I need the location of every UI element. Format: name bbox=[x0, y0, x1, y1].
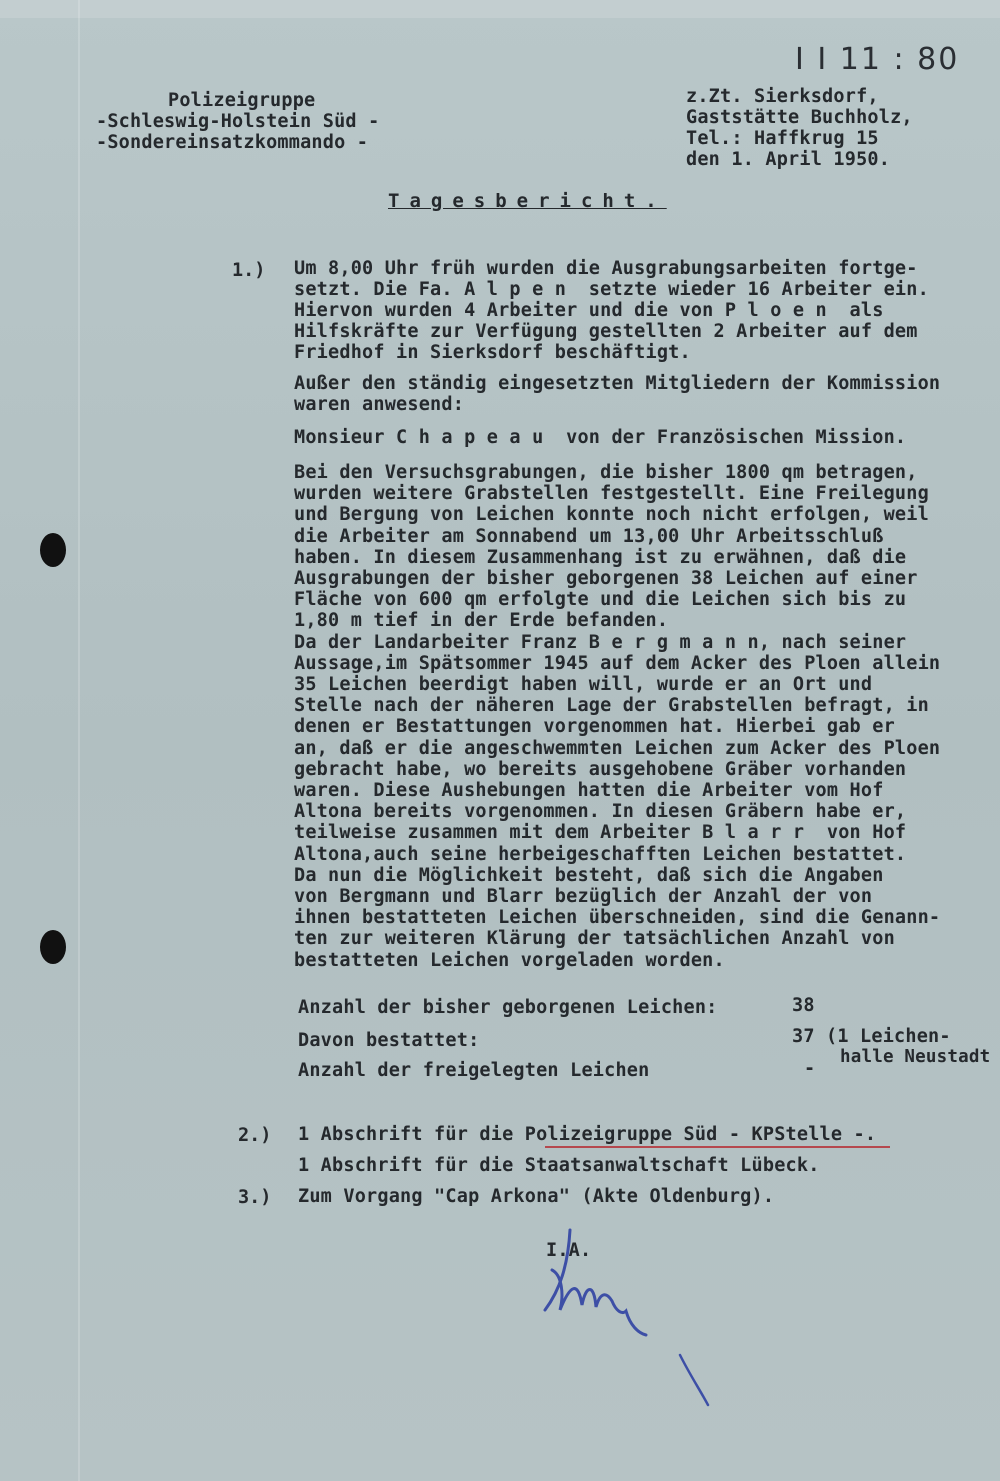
sender-line-2: -Schleswig-Holstein Süd - bbox=[96, 111, 380, 132]
text-line: Da nun die Möglichkeit besteht, daß sich die Angaben bbox=[294, 864, 884, 886]
stats-label-exposed: Anzahl der freigelegten Leichen bbox=[298, 1060, 650, 1081]
text-line: setzt. Die Fa. A l p e n setzte wieder 16 Arbeiter ein. bbox=[294, 279, 929, 300]
signature-prefix: I.A. bbox=[546, 1240, 592, 1261]
stats-label-buried: Davon bestattet: bbox=[298, 1030, 480, 1051]
red-underline bbox=[545, 1146, 890, 1148]
document-title: Tagesbericht. bbox=[388, 190, 667, 212]
text-line: Außer den ständig eingesetzten Mitgliedern der Kommission bbox=[294, 373, 941, 394]
text-line: Um 8,00 Uhr früh wurden die Ausgrabungsarbeiten fortge- bbox=[294, 258, 918, 279]
text-line: Da der Landarbeiter Franz B e r g m a n n, nach seiner bbox=[294, 631, 907, 653]
section-2-line-1: 1 Abschrift für die Polizeigruppe Süd - KPStelle -. bbox=[298, 1124, 877, 1145]
text-line: Bei den Versuchsgrabungen, die bisher 1800 qm betragen, bbox=[294, 462, 918, 483]
sender-line-1: Polizeigruppe bbox=[168, 90, 316, 111]
text-line: Altona,auch seine herbeigeschafften Leichen bestattet. bbox=[294, 843, 907, 865]
punch-hole-bottom bbox=[40, 930, 66, 964]
text-line: denen er Bestattungen vorgenommen hat. Hierbei gab er bbox=[294, 716, 895, 738]
text-line: Hilfskräfte zur Verfügung gestellten 2 Arbeiter auf dem bbox=[294, 321, 918, 342]
text-line: waren. Diese Aushebungen hatten die Arbeiter vom Hof bbox=[294, 780, 884, 801]
text-line: Fläche von 600 qm erfolgte und die Leichen sich bis zu bbox=[294, 589, 907, 611]
text-line: wurden weitere Grabstellen festgestellt. Eine Freilegung bbox=[294, 483, 929, 505]
handwritten-signature bbox=[530, 1215, 730, 1415]
text-line: Hiervon wurden 4 Arbeiter und die von P l o e n als bbox=[294, 300, 884, 321]
text-line: Aussage,im Spätsommer 1945 auf dem Acker des Ploen allein bbox=[294, 652, 941, 674]
page-fold bbox=[78, 0, 80, 1481]
text-line: die Arbeiter am Sonnabend um 13,00 Uhr Arbeitsschluß bbox=[294, 525, 884, 547]
section-2-line-2: 1 Abschrift für die Staatsanwaltschaft Lübeck. bbox=[298, 1155, 820, 1176]
text-line: teilweise zusammen mit dem Arbeiter B l a r r von Hof bbox=[294, 822, 907, 844]
text-line: ihnen bestatteten Leichen überschneiden, sind die Genann- bbox=[294, 907, 941, 929]
punch-hole-top bbox=[40, 533, 66, 567]
stats-label-recovered: Anzahl der bisher geborgenen Leichen: bbox=[298, 997, 718, 1018]
text-line: haben. In diesem Zusammenhang ist zu erwähnen, daß die bbox=[294, 546, 907, 568]
place-line-3: Tel.: Haffkrug 15 bbox=[686, 128, 879, 149]
folio-number: I I 11 : 80 bbox=[795, 42, 960, 77]
text-line: gebracht habe, wo bereits ausgehobene Gräber vorhanden bbox=[294, 758, 907, 780]
text-line: 35 Leichen beerdigt haben will, wurde er an Ort und bbox=[294, 674, 873, 695]
text-line: von Bergmann und Blarr bezüglich der Anzahl der von bbox=[294, 886, 873, 907]
text-line: waren anwesend: bbox=[294, 394, 465, 415]
text-line: Stelle nach der näheren Lage der Grabstellen befragt, in bbox=[294, 695, 929, 717]
page-edge bbox=[0, 0, 1000, 18]
text-line: Ausgrabungen der bisher geborgenen 38 Leichen auf einer bbox=[294, 568, 918, 589]
text-line: Monsieur C h a p e a u von der Französischen Mission. bbox=[294, 427, 907, 448]
stats-value-recovered: 38 bbox=[792, 995, 815, 1016]
text-line: ten zur weiteren Klärung der tatsächlichen Anzahl von bbox=[294, 928, 895, 950]
text-line: 1,80 m tief in der Erde befanden. bbox=[294, 610, 669, 632]
place-line-2: Gaststätte Buchholz, bbox=[686, 107, 913, 128]
section-2-number: 2.) bbox=[238, 1125, 272, 1146]
place-line-1: z.Zt. Sierksdorf, bbox=[686, 86, 879, 107]
text-line: und Bergung von Leichen konnte noch nicht erfolgen, weil bbox=[294, 504, 929, 526]
date-line: den 1. April 1950. bbox=[686, 149, 891, 170]
section-1-number: 1.) bbox=[232, 260, 266, 281]
text-line: Friedhof in Sierksdorf beschäftigt. bbox=[294, 342, 691, 363]
stats-note: halle Neustadt bbox=[840, 1047, 991, 1067]
stats-value-exposed: - bbox=[804, 1058, 816, 1079]
text-line: Altona bereits vorgenommen. In diesen Gräbern habe er, bbox=[294, 801, 907, 823]
section-3-number: 3.) bbox=[238, 1187, 272, 1208]
section-3-line-1: Zum Vorgang "Cap Arkona" (Akte Oldenburg). bbox=[298, 1186, 775, 1207]
text-line: an, daß er die angeschwemmten Leichen zum Acker des Ploen bbox=[294, 737, 941, 759]
stats-value-buried: 37 (1 Leichen- bbox=[792, 1026, 951, 1047]
text-line: bestatteten Leichen vorgeladen worden. bbox=[294, 949, 725, 971]
sender-line-3: -Sondereinsatzkommando - bbox=[96, 132, 369, 153]
